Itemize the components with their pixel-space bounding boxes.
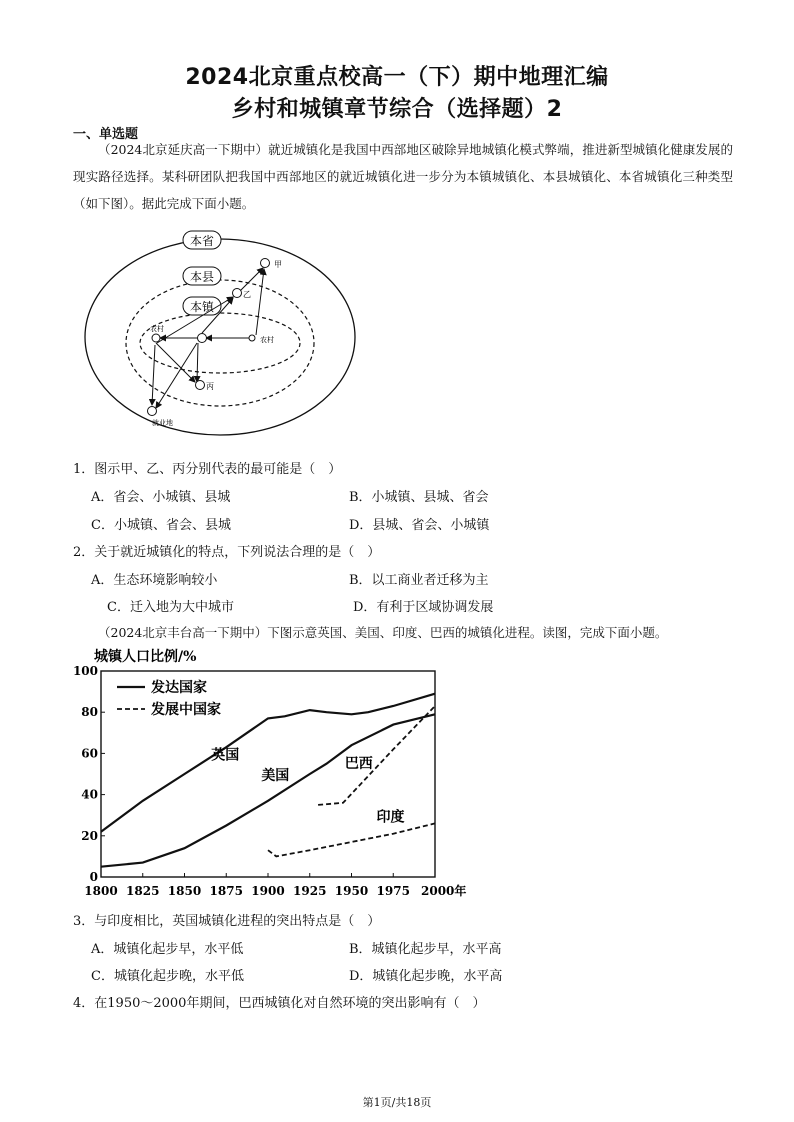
node-bing: 丙 [206, 382, 214, 391]
legend-label: 发展中国家 [151, 702, 221, 718]
q2-option-d[interactable]: D．有利于区域协调发展 [353, 600, 494, 615]
question-2-stem: 2．关于就近城镇化的特点，下列说法合理的是（ ） [73, 545, 381, 560]
urbanization-chart [72, 644, 474, 902]
x-tick-label: 1950 [334, 884, 369, 898]
passage-1 [73, 136, 733, 217]
x-tick-label: 2000年 [421, 884, 467, 898]
page-number: 第1页/共18页 [362, 1096, 432, 1109]
q1-option-d[interactable]: D．县城、省会、小城镇 [349, 518, 490, 533]
node-rural-1: 农村 [150, 325, 164, 333]
node-jia: 甲 [274, 260, 282, 269]
x-tick-label: 1800 [84, 884, 118, 898]
node-rural-2: 农村 [260, 336, 274, 344]
series-line-印度 [268, 823, 435, 856]
series-line-巴西 [318, 706, 435, 805]
series-label: 印度 [376, 809, 405, 826]
q1-option-c[interactable]: C．小城镇、省会、县城 [91, 518, 231, 533]
series-line-美国 [101, 714, 435, 866]
x-tick-label: 1900 [251, 884, 285, 898]
x-tick-label: 1850 [167, 884, 202, 898]
label-town: 本镇 [189, 300, 215, 314]
series-label: 美国 [261, 768, 290, 785]
legend-label: 发达国家 [151, 680, 207, 696]
x-tick-label: 1975 [376, 884, 410, 898]
q3-option-b[interactable]: B．城镇化起步早，水平高 [349, 942, 502, 957]
passage-1-text: （2024北京延庆高一下期中）就近城镇化是我国中西部地区破除异地城镇化模式弊端，推进新型城镇化健康发展的现实路径选择。某科研团队把我国中西部地区的就近城镇化进一步分为本镇城镇化、本县城镇化、本省城镇化三种类型（如下图）。据此完成下面小题。 [73, 142, 733, 211]
y-tick-label: 100 [72, 664, 98, 678]
y-tick-label: 60 [81, 746, 98, 761]
node-yi: 乙 [243, 290, 251, 299]
q1-option-b[interactable]: B．小城镇、县城、省会 [349, 490, 489, 505]
series-label: 英国 [211, 747, 240, 764]
node-work: 就业地 [152, 419, 173, 427]
town-ring [140, 313, 300, 373]
label-county: 本县 [189, 270, 215, 284]
x-tick-label: 1875 [209, 884, 243, 898]
q2-option-c[interactable]: C．迁入地为大中城市 [107, 600, 234, 615]
y-tick-label: 0 [89, 870, 98, 884]
question-4-stem: 4．在1950～2000年期间，巴西城镇化对自然环境的突出影响有（ ） [73, 996, 486, 1011]
label-province: 本省 [189, 234, 215, 248]
page-subtitle: 乡村和城镇章节综合（选择题）2 [231, 97, 563, 122]
q2-option-a[interactable]: A．生态环境影响较小 [91, 573, 218, 588]
page-title: 2024北京重点校高一（下）期中地理汇编 [185, 65, 609, 90]
county-ring [126, 280, 314, 406]
q3-option-a[interactable]: A．城镇化起步早，水平低 [91, 942, 244, 957]
series-label: 巴西 [344, 755, 373, 772]
province-ring [85, 239, 355, 435]
q3-option-d[interactable]: D．城镇化起步晚，水平高 [349, 969, 503, 984]
x-tick-label: 1825 [126, 884, 160, 898]
y-tick-label: 20 [81, 828, 98, 843]
y-tick-label: 80 [81, 705, 98, 720]
x-tick-label: 1925 [293, 884, 327, 898]
passage-2-text: （2024北京丰台高一下期中）下图示意英国、美国、印度、巴西的城镇化进程。读图，完成下面小题。 [98, 625, 668, 640]
question-1-stem: 1．图示甲、乙、丙分别代表的最可能是（ ） [73, 462, 342, 477]
question-3-stem: 3．与印度相比，英国城镇化进程的突出特点是（ ） [73, 914, 381, 929]
y-tick-label: 40 [81, 787, 98, 802]
chart-ylabel: 城镇人口比例/% [94, 649, 197, 665]
section-heading: 一、单选题 [73, 127, 139, 142]
q1-option-a[interactable]: A．省会、小城镇、县城 [91, 490, 231, 505]
q2-option-b[interactable]: B．以工商业者迁移为主 [349, 573, 489, 588]
urbanization-diagram [80, 225, 360, 440]
passage-2 [73, 619, 733, 646]
q3-option-c[interactable]: C．城镇化起步晚，水平低 [91, 969, 244, 984]
